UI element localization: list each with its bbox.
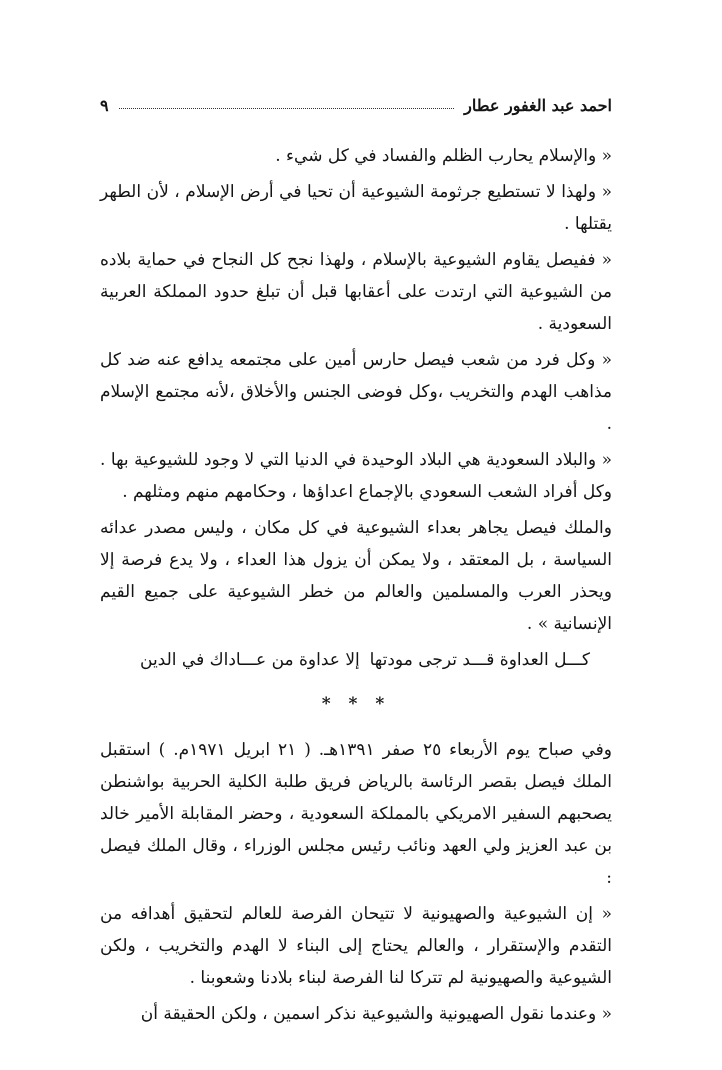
paragraph: « ففيصل يقاوم الشيوعية بالإسلام ، ولهذا نجح كل النجاح في حماية بلاده من الشيوعية التي ارتدت على أعقابها قبل أن تبلغ حدود المملكة العربية السعودية . — [100, 250, 612, 334]
paragraph: « إن الشيوعية والصهيونية لا تتيحان الفرصة للعالم لتحقيق أهدافه من التقدم والإستقرار ، والعالم يحتاج إلى البناء لا الهدم والتخريب ، ولكن الشيوعية والصهيونية لم تتركا لنا الفرصة لبناء بلادنا وشعوبنا . — [100, 904, 612, 988]
paragraph: « وكل فرد من شعب فيصل حارس أمين على مجتمعه يدافع عنه ضد كل مذاهب الهدم والتخريب ،وكل فوضى الجنس والأخلاق ،لأنه مجتمع الإسلام . — [100, 350, 612, 434]
section-separator: * * * — [321, 694, 391, 714]
poem-verse — [100, 644, 612, 676]
running-header — [100, 92, 612, 118]
paragraph: وفي صباح يوم الأربعاء ٢٥ صفر ١٣٩١هـ. ( ٢١ ابريل ١٩٧١م. ) استقبل الملك فيصل بقصر الرئاسة بالرياض فريق طلبة الكلية الحربية بواشنطن يصحبهم السفير الامريكي بالمملكة السعودية ، وحضر المقابلة الأمير خالد بن عبد العزيز ولي العهد ونائب رئيس مجلس الوزراء ، وقال الملك فيصل : — [100, 740, 612, 888]
header-dot-leader — [119, 108, 455, 109]
poem-hemistich-first: كـــل العداوة قـــد ترجى مودتها — [369, 650, 590, 670]
poem-hemistich-second: إلا عداوة من عـــاداك في الدين — [140, 650, 360, 670]
paragraph: « والبلاد السعودية هي البلاد الوحيدة في الدنيا التي لا وجود للشيوعية بها . وكل أفراد الشعب السعودي بالإجماع اعداؤها ، وحكامهم منهم ومثلهم . — [100, 450, 612, 502]
paragraph: « والإسلام يحارب الظلم والفساد في كل شيء . — [275, 146, 612, 166]
page-number: ٩ — [100, 95, 109, 115]
paragraph: « وعندما نقول الصهيونية والشيوعية نذكر اسمين ، ولكن الحقيقة أن — [140, 1004, 612, 1024]
paragraph: « ولهذا لا تستطيع جرثومة الشيوعية أن تحيا في أرض الإسلام ، لأن الطهر يقتلها . — [100, 182, 612, 234]
page-body — [100, 140, 612, 1034]
paragraph: والملك فيصل يجاهر بعداء الشيوعية في كل مكان ، وليس مصدر عدائه السياسة ، بل المعتقد ، ولا يمكن أن يزول هذا العداء ، ولا يدع فرصة إلا ويحذر العرب والمسلمين والعالم من خطر الشيوعية على جميع القيم الإنسانية » . — [100, 518, 612, 634]
header-author: احمد عبد الغفور عطار — [464, 95, 612, 115]
